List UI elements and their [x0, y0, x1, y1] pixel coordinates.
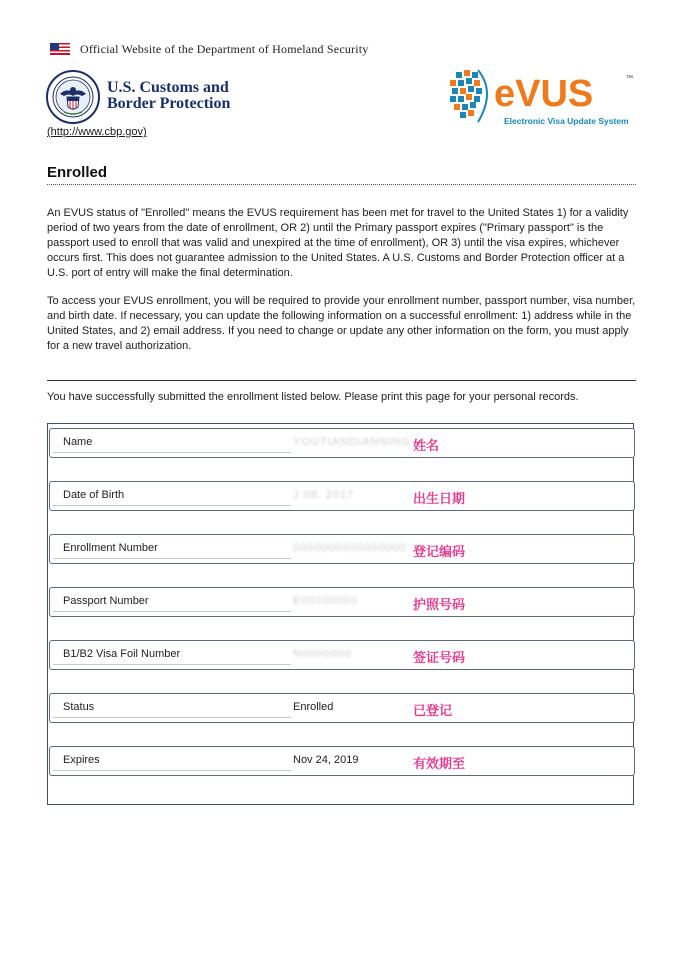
field-label: Expires: [63, 754, 100, 766]
evus-logo-wordmark: eVUS: [494, 73, 594, 115]
field-label: Status: [63, 701, 95, 713]
us-flag-icon: [50, 43, 70, 55]
evus-logo-subtitle: Electronic Visa Update System: [504, 116, 629, 126]
evus-logo-trademark: ™: [626, 75, 633, 82]
cbp-website-link[interactable]: (http://www.cbp.gov): [47, 126, 147, 138]
official-website-banner: [50, 41, 369, 57]
field-underline: [53, 505, 291, 506]
submission-confirmation-text: You have successfully submitted the enrollment listed below. Please print this page for your personal records.: [47, 391, 579, 403]
field-annotation: 护照号码: [413, 597, 466, 612]
page-title: Enrolled: [47, 164, 108, 181]
field-value-redacted: E00000000: [293, 595, 359, 607]
cbp-name-line2: Border Protection: [107, 95, 231, 112]
access-instructions-paragraph: To access your EVUS enrollment, you will be required to provide your enrollment number, passport number, visa number, and birth date. If necessary, you can update the following information on a successful enrollment: 1) address while in the United States, and 2) email address. If you need to change or update any other information on the form, you must apply for a new travel authorization.: [47, 295, 636, 352]
title-divider: [47, 184, 636, 185]
field-label: Enrollment Number: [63, 542, 158, 554]
enrollment-row-passport-number: [49, 587, 635, 617]
field-label: Name: [63, 436, 93, 448]
evus-globe-icon: [450, 70, 487, 122]
field-annotation: 签证号码: [413, 650, 466, 665]
enrollment-row-visa-foil-number: [49, 640, 635, 670]
enrolled-explanation-paragraph: An EVUS status of "Enrolled" means the EVUS requirement has been met for travel to the United States 1) for a validity period of two years from the date of enrollment, OR 2) until the Primary passport expires ("Primary passport" is the passport used to enroll that was valid and unexpired at the time of enrollment), OR 3) until the visa expires, whichever occurs first. This does not guarantee admission to the United States. A U.S. Customs and Border Protection officer at a U.S. port of entry will make the final determination.: [47, 207, 629, 279]
field-underline: [53, 717, 291, 718]
field-underline: [53, 558, 291, 559]
field-label: Passport Number: [63, 595, 149, 607]
enrollment-row-status: [49, 693, 635, 723]
enrollment-row-expires: [49, 746, 635, 776]
field-label: Date of Birth: [63, 489, 125, 501]
enrollment-row-name: [49, 428, 635, 458]
field-value: Nov 24, 2019: [293, 754, 359, 766]
field-annotation: 已登记: [413, 703, 453, 718]
field-underline: [53, 452, 291, 453]
field-annotation: 出生日期: [413, 491, 466, 506]
field-value-redacted: YOUTIANDIANNING: [293, 436, 411, 448]
dhs-seal-icon: [46, 70, 100, 124]
field-value-redacted: N0000000: [293, 648, 352, 660]
field-annotation: 有效期至: [413, 756, 466, 771]
official-website-text: Official Website of the Department of Homeland Security: [80, 41, 369, 56]
field-underline: [53, 664, 291, 665]
field-value: Enrolled: [293, 701, 334, 713]
evus-logo: [448, 66, 640, 140]
section-divider: [47, 380, 636, 381]
field-label: B1/B2 Visa Foil Number: [63, 648, 181, 660]
field-underline: [53, 611, 291, 612]
cbp-name-line1: U.S. Customs and: [107, 79, 229, 96]
field-annotation: 登记编码: [413, 544, 466, 559]
field-value-redacted: J 08, 2017: [293, 489, 355, 501]
field-underline: [53, 770, 291, 771]
field-value-redacted: 0000000000000000: [293, 542, 407, 554]
field-annotation: 姓名: [413, 438, 440, 453]
enrollment-row-date-of-birth: [49, 481, 635, 511]
enrollment-row-enrollment-number: [49, 534, 635, 564]
cbp-logo-text: [107, 80, 230, 112]
